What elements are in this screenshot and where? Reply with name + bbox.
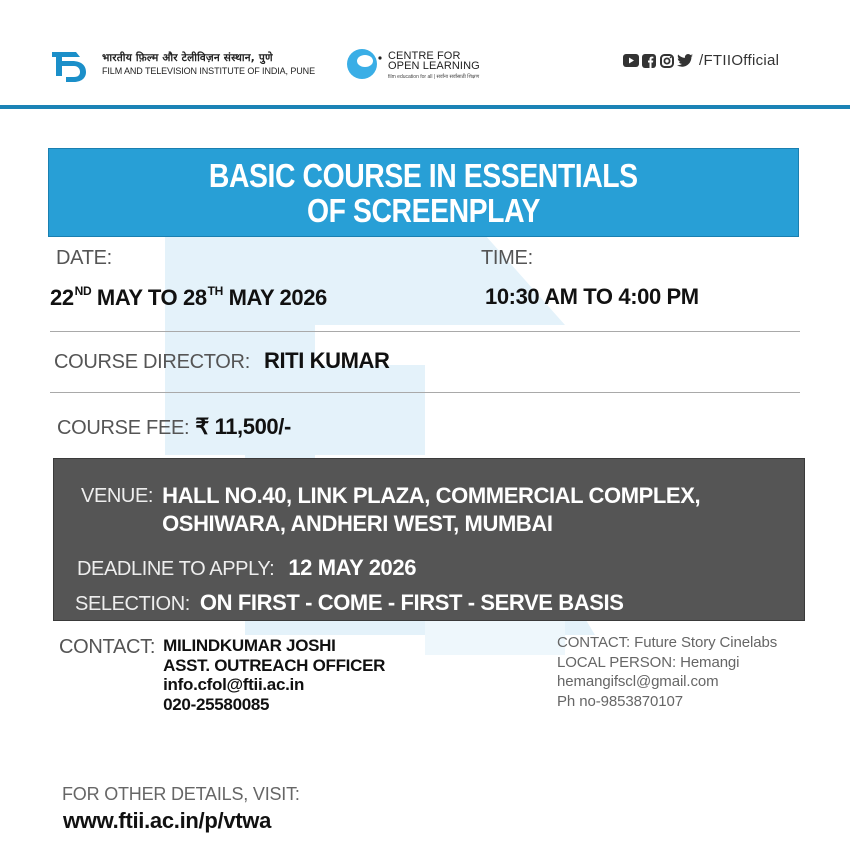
facebook-icon[interactable] xyxy=(641,53,657,68)
ftii-name xyxy=(102,51,315,76)
social-links xyxy=(623,52,779,69)
contact-designation: ASST. OUTREACH OFFICER xyxy=(163,655,386,675)
deadline-row xyxy=(77,554,416,582)
ftii-logo-icon xyxy=(50,44,90,84)
contact-name: MILINDKUMAR JOSHI xyxy=(163,636,336,655)
social-handle[interactable]: /FTIIOfficial xyxy=(699,52,780,69)
date-end: MAY 2026 xyxy=(222,285,327,310)
deadline-value: 12 MAY 2026 xyxy=(288,555,417,580)
course-fee-row xyxy=(57,414,291,440)
time-value: 10:30 AM TO 4:00 PM xyxy=(485,284,699,309)
local-contact-phone[interactable]: Ph no-9853870107 xyxy=(557,692,684,710)
deadline-label: DEADLINE TO APPLY: xyxy=(77,558,275,580)
contact-label: CONTACT: xyxy=(59,636,156,658)
course-director-value: RITI KUMAR xyxy=(263,348,390,373)
twitter-icon[interactable] xyxy=(677,53,693,68)
course-director-row xyxy=(54,348,390,374)
cfol-line1: CENTRE FOR xyxy=(388,50,461,62)
venue-info-box xyxy=(53,458,805,621)
time-label: TIME: xyxy=(481,247,533,269)
venue-line1: HALL NO.40, LINK PLAZA, COMMERCIAL COMPLEX, xyxy=(162,483,701,508)
course-director-label: COURSE DIRECTOR: xyxy=(54,351,250,373)
divider xyxy=(50,392,800,393)
date-value xyxy=(50,284,327,311)
header xyxy=(0,0,850,106)
local-contact-person: LOCAL PERSON: Hemangi xyxy=(557,653,740,671)
venue-label: VENUE: xyxy=(81,485,154,507)
divider xyxy=(50,331,800,332)
youtube-icon[interactable] xyxy=(623,53,639,68)
local-contact xyxy=(557,633,777,711)
date-middle: MAY TO 28 xyxy=(91,285,207,310)
date-label: DATE: xyxy=(56,247,112,269)
course-fee-label: COURSE FEE: xyxy=(57,417,190,439)
venue-row xyxy=(81,482,700,538)
course-title-banner xyxy=(48,148,799,237)
primary-contact xyxy=(59,636,385,714)
footer-url-link[interactable]: www.ftii.ac.in/p/vtwa xyxy=(63,808,272,833)
footer-label: FOR OTHER DETAILS, VISIT: xyxy=(62,784,300,804)
course-title-line1: BASIC COURSE IN ESSENTIALS xyxy=(209,156,638,194)
date-end-suffix: TH xyxy=(207,284,223,298)
instagram-icon[interactable] xyxy=(659,53,675,68)
contact-phone[interactable]: 020-25580085 xyxy=(163,694,270,714)
ftii-name-hindi: भारतीय फ़िल्म और टेलीविज़न संस्थान, पुणे xyxy=(102,52,273,64)
cfol-line2: OPEN LEARNING xyxy=(388,60,480,72)
date-start-day: 22 xyxy=(50,285,74,310)
selection-label: SELECTION: xyxy=(75,593,190,615)
venue-line2: OSHIWARA, ANDHERI WEST, MUMBAI xyxy=(162,511,553,536)
selection-value: ON FIRST - COME - FIRST - SERVE BASIS xyxy=(199,590,624,615)
cfol-name xyxy=(388,51,480,82)
cfol-logo-icon xyxy=(346,48,382,80)
ftii-name-english: FILM AND TELEVISION INSTITUTE OF INDIA, PUNE xyxy=(102,66,315,76)
date-start-suffix: ND xyxy=(74,284,92,298)
local-contact-org: CONTACT: Future Story Cinelabs xyxy=(557,634,778,651)
course-title-line2: OF SCREENPLAY xyxy=(306,191,541,229)
local-contact-email[interactable]: hemangifscl@gmail.com xyxy=(557,673,719,690)
contact-email[interactable]: info.cfol@ftii.ac.in xyxy=(163,675,305,694)
selection-row xyxy=(75,589,624,617)
course-fee-value: ₹ 11,500/- xyxy=(195,414,291,439)
cfol-tagline: film education for all | सर्वांना सर्वांसाठी शिक्षण xyxy=(388,74,480,80)
